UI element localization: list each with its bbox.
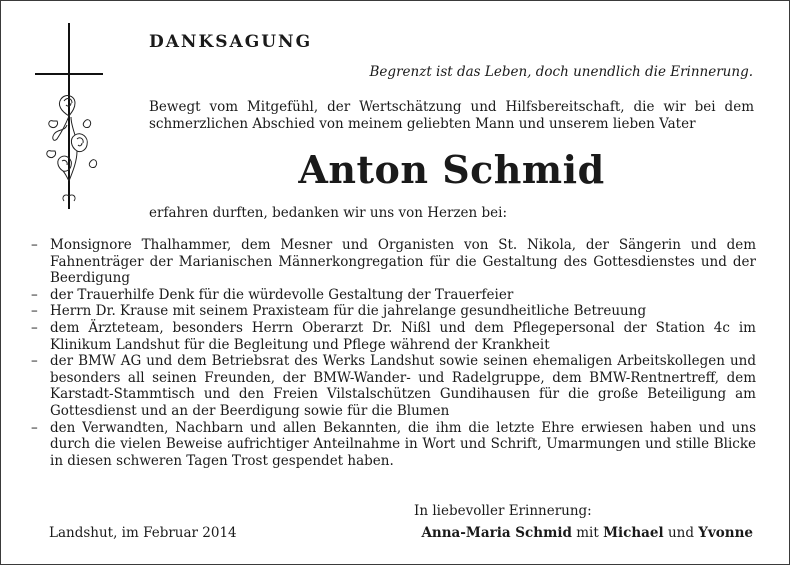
signer-name: Michael [603, 525, 664, 541]
list-item-text: Herrn Dr. Krause mit seinem Praxisteam für die jahrelange gesundheitliche Betreuung [50, 303, 647, 320]
list-item-text: Monsignore Thalhammer, dem Mesner und Organisten von St. Nikola, der Sängerin und dem Fahnenträger der Marianischen Männerkongregation für die Gestaltung des Gottesdienstes und der Beerdigung [50, 237, 756, 287]
notice-heading: DANKSAGUNG [149, 32, 313, 52]
signer-joiner: und [667, 525, 694, 541]
list-item-text: den Verwandten, Nachbarn und allen Bekannten, die ihm die letzte Ehre erwiesen haben und uns durch die vielen Beweise aufrichtiger Anteilnahme in Wort und Schrift, Umarmungen und stille Blicke in diesen schweren Tagen Trost gespendet haben. [50, 419, 756, 469]
closing-line: In liebevoller Erinnerung: [414, 503, 592, 519]
bullet-dash: – [31, 353, 38, 370]
list-item-text: der BMW AG und dem Betriebsrat des Werks Landshut sowie seinen ehemaligen Arbeitskollegen und besonders all seinen Freunden, der BMW-Wander- und Radelgruppe, dem BMW-Rentnertreff, dem Karstadt-Stammtisch und den Freien Vilstalschützen Gundihausen für die große Beteiligung am Gottesdienst und an der Beerdigung sowie für die Blumen [50, 353, 756, 419]
signer-name: Anna-Maria Schmid [421, 525, 572, 541]
place-date: Landshut, im Februar 2014 [49, 525, 237, 541]
deceased-name: Anton Schmid [298, 147, 605, 192]
bullet-dash: – [31, 303, 38, 320]
thanks-list [31, 237, 756, 469]
signer-name: Yvonne [698, 525, 753, 541]
bullet-dash: – [31, 237, 38, 253]
list-item [31, 237, 756, 287]
list-item-text: der Trauerhilfe Denk für die würdevolle Gestaltung der Trauerfeier [50, 286, 514, 303]
cross-with-roses-icon [31, 21, 111, 211]
list-item [31, 353, 756, 419]
intro-paragraph: Bewegt vom Mitgefühl, der Wertschätzung und Hilfsbereitschaft, die wir bei dem schmerzlichen Abschied von meinem geliebten Mann und unserem lieben Vater [149, 99, 754, 132]
list-item [31, 420, 756, 470]
list-item [31, 303, 756, 320]
signer-joiner: mit [576, 525, 599, 541]
list-item [31, 287, 756, 304]
thanks-lead: erfahren durften, bedanken wir uns von Herzen bei: [149, 205, 508, 221]
list-item-text: dem Ärzteteam, besonders Herrn Oberarzt Dr. Nißl und dem Pflegepersonal der Station 4c im Klinikum Landshut für die Begleitung und Pflege während der Krankheit [50, 319, 756, 353]
signers-line [421, 525, 753, 541]
list-item [31, 320, 756, 353]
bullet-dash: – [31, 286, 38, 303]
motto-line: Begrenzt ist das Leben, doch unendlich die Erinnerung. [369, 64, 753, 80]
bullet-dash: – [31, 319, 38, 336]
bullet-dash: – [31, 419, 38, 436]
